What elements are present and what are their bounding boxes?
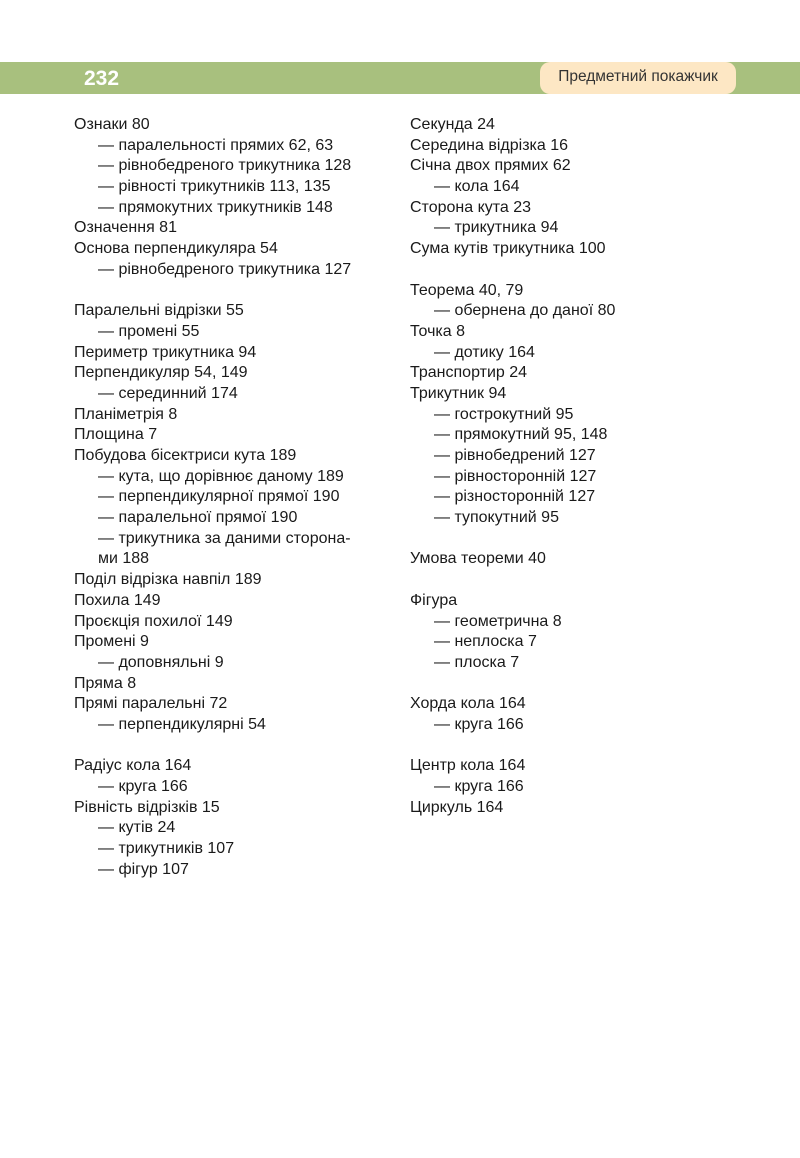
index-entry: Ознаки 80 — [74, 116, 150, 133]
index-subentry: — круга 166 — [434, 778, 524, 795]
index-subentry: — трикутника за даними сторона- — [98, 529, 351, 547]
index-entry: Планіметрія 8 — [74, 405, 178, 423]
index-gap — [410, 260, 740, 281]
section-tab — [540, 62, 736, 94]
index-gap — [410, 529, 740, 550]
index-entry: Похила 149 — [74, 591, 161, 609]
index-gap — [74, 736, 404, 757]
index-entry: Поділ відрізка навпіл 189 — [74, 571, 262, 589]
index-subentry: — різносторонній 127 — [434, 488, 596, 506]
index-entry: Сума кутів трикутника 100 — [410, 240, 606, 258]
index-entry: Пряма 8 — [74, 674, 137, 692]
index-entry: Паралельні відрізки 55 — [74, 302, 244, 320]
index-entry: Рівність відрізків 15 — [74, 798, 220, 816]
index-entry: Умова теореми 40 — [410, 550, 546, 568]
index-subentry: — паралельної прямої 190 — [98, 509, 298, 527]
index-entry: Хорда кола 164 — [410, 695, 526, 713]
index-subentry: — рівності трикутників 113, 135 — [98, 178, 331, 196]
index-subentry: — рівносторонній 127 — [434, 467, 597, 485]
index-entry: Циркуль 164 — [410, 798, 504, 816]
index-subentry: — серединний 174 — [98, 384, 238, 402]
page-number: 232 — [84, 67, 120, 90]
index-entry: Основа перпендикуляра 54 — [74, 240, 278, 258]
index-entry: Січна двох прямих 62 — [410, 157, 571, 175]
index-gap — [410, 570, 740, 591]
index-entry: Фігура — [410, 591, 458, 609]
index-subentry: — неплоска 7 — [434, 633, 537, 651]
index-entry: Точка 8 — [410, 322, 465, 340]
index-entry: Середина відрізка 16 — [410, 136, 569, 154]
index-subentry: — рівнобедрений 127 — [434, 447, 596, 464]
index-entry: Площина 7 — [74, 426, 158, 444]
index-subentry: — трикутника 94 — [434, 219, 559, 237]
index-entry: Транспортир 24 — [410, 364, 528, 382]
index-subentry: — дотику 164 — [434, 343, 535, 361]
index-subentry: — геометрична 8 — [434, 612, 562, 630]
index-entry: Проєкція похилої 149 — [74, 612, 233, 630]
index-entry: Промені 9 — [74, 633, 149, 651]
section-title: Предметний покажчик — [558, 68, 718, 85]
index-entry: Побудова бісектриси кута 189 — [74, 447, 297, 464]
index-subentry: — промені 55 — [98, 322, 200, 340]
index-entry: Радіус кола 164 — [74, 757, 192, 775]
index-entry: Прямі паралельні 72 — [74, 695, 228, 713]
index-subentry: — прямокутний 95, 148 — [434, 426, 608, 444]
index-entry: Теорема 40, 79 — [410, 281, 524, 299]
index-column-right — [410, 115, 740, 818]
index-subentry: — кута, що дорівнює даному 189 — [98, 467, 344, 485]
index-subentry: — обернена до даної 80 — [434, 302, 616, 320]
index-subentry: — перпендикулярної прямої 190 — [98, 488, 340, 506]
index-subentry: — кола 164 — [434, 178, 520, 196]
index-subentry: — тупокутний 95 — [434, 509, 559, 527]
index-subentry: — паралельності прямих 62, 63 — [98, 136, 334, 154]
index-subentry: — фігур 107 — [98, 860, 189, 878]
index-subentry: — доповняльні 9 — [98, 653, 224, 671]
index-subentry: — круга 166 — [98, 778, 188, 795]
index-subentry: — гострокутний 95 — [434, 405, 574, 423]
index-entry: Секунда 24 — [410, 116, 495, 133]
index-entry: Означення 81 — [74, 219, 177, 237]
index-entry: Центр кола 164 — [410, 757, 526, 775]
index-subentry: — круга 166 — [434, 715, 524, 733]
index-subentry: ми 188 — [98, 550, 150, 568]
index-entry: Периметр трикутника 94 — [74, 343, 257, 361]
index-entry: Сторона кута 23 — [410, 198, 532, 216]
index-subentry: — кутів 24 — [98, 819, 176, 837]
index-subentry: — прямокутних трикутників 148 — [98, 198, 333, 216]
index-subentry: — трикутників 107 — [98, 840, 235, 858]
index-gap — [410, 674, 740, 695]
index-entry: Перпендикуляр 54, 149 — [74, 364, 248, 382]
index-subentry: — перпендикулярні 54 — [98, 715, 266, 733]
index-entry: Трикутник 94 — [410, 384, 507, 402]
index-column-left — [74, 115, 404, 880]
index-gap — [410, 736, 740, 757]
index-subentry: — рівнобедреного трикутника 127 — [98, 260, 352, 278]
index-subentry: — плоска 7 — [434, 653, 520, 671]
index-gap — [74, 281, 404, 302]
index-subentry: — рівнобедреного трикутника 128 — [98, 157, 352, 175]
